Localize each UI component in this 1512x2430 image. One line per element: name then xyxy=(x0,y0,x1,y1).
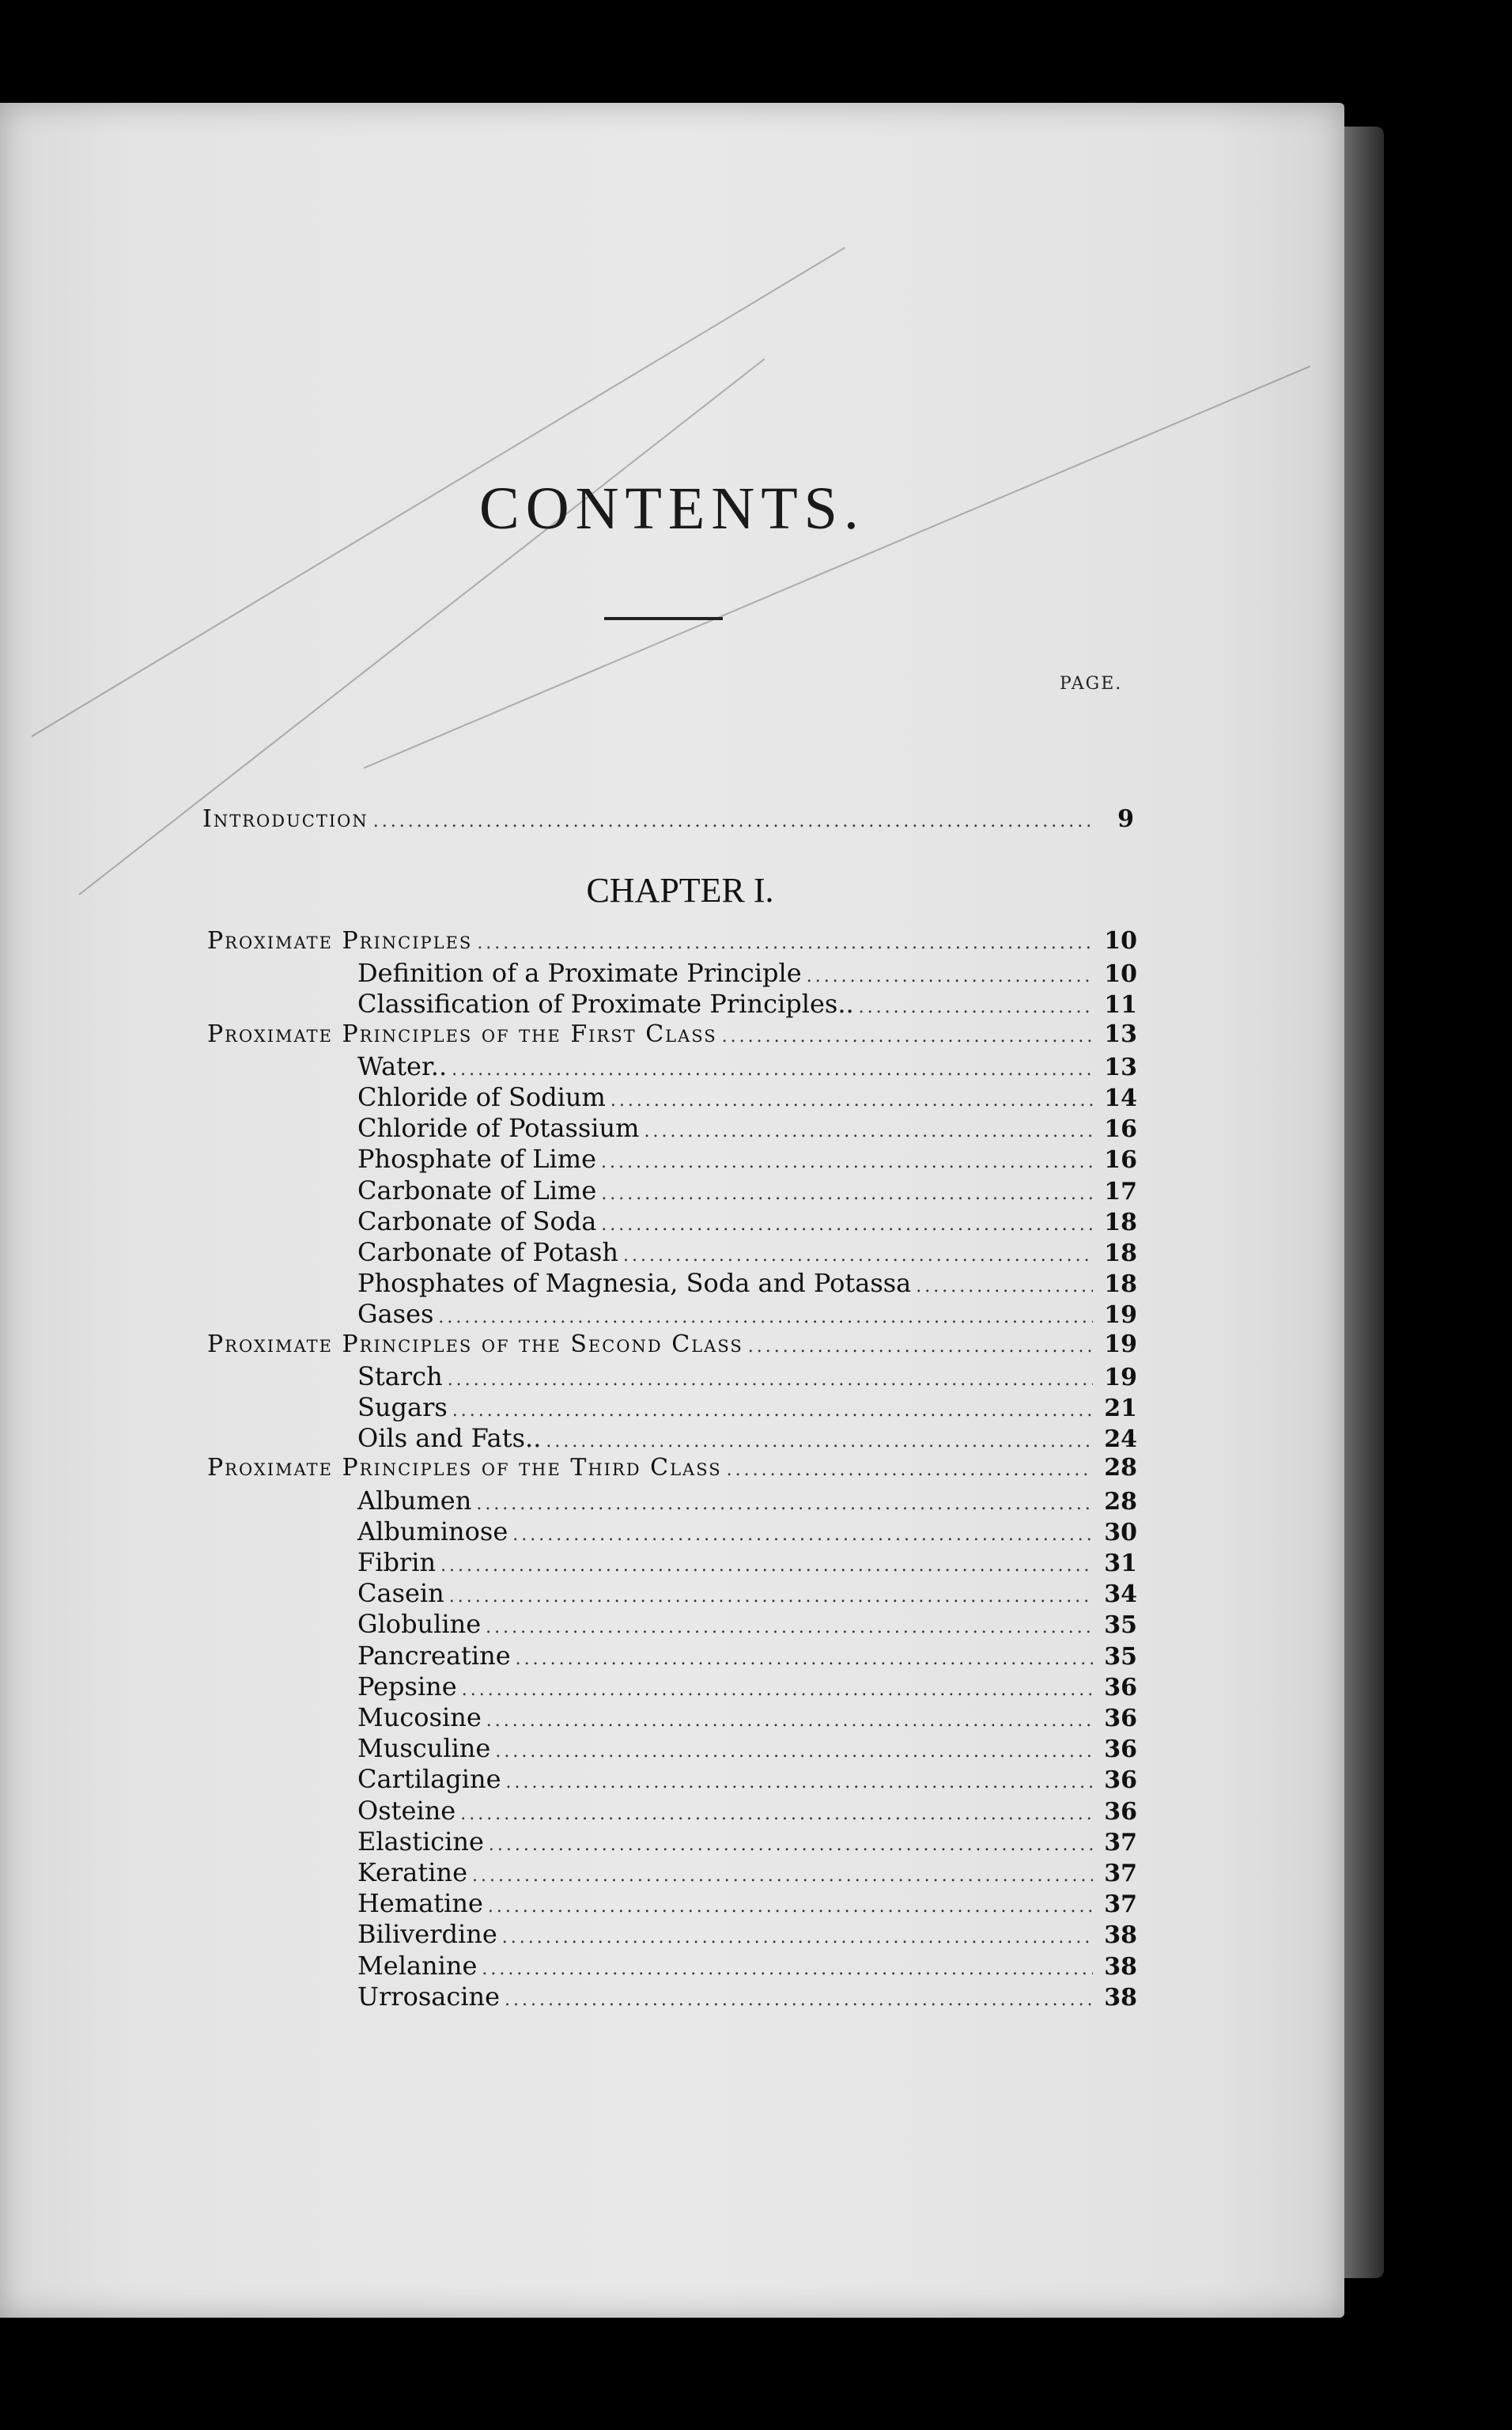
leader-dots xyxy=(476,1494,1093,1514)
toc-entry xyxy=(357,1981,1137,2012)
toc-subentry-label: Osteine xyxy=(357,1795,456,1826)
toc-subentry-label: Phosphate of Lime xyxy=(357,1144,597,1175)
toc-page-number: 24 xyxy=(1104,1425,1137,1454)
leader-dots xyxy=(449,1587,1093,1607)
toc-page-number: 19 xyxy=(1104,1363,1137,1391)
toc-entry xyxy=(357,958,1137,988)
leader-dots xyxy=(601,1153,1093,1172)
toc-page-number: 21 xyxy=(1104,1395,1137,1422)
toc-subentry-label: Hematine xyxy=(357,1888,483,1919)
toc-section-label: Proximate Principles of the First Class xyxy=(207,1020,717,1048)
toc-entry xyxy=(357,1733,1137,1763)
toc-entry xyxy=(207,1454,1137,1482)
leader-dots xyxy=(722,1027,1093,1047)
leader-dots xyxy=(448,1370,1093,1390)
leader-dots xyxy=(916,1277,1093,1296)
leader-dots xyxy=(644,1122,1093,1141)
toc-subentry-label: Gases xyxy=(357,1299,434,1330)
toc-subentry-label: Casein xyxy=(357,1578,444,1609)
toc-entry xyxy=(357,1051,1137,1081)
toc-subentry-label: Chloride of Sodium xyxy=(357,1082,606,1112)
leader-dots xyxy=(482,1959,1093,1979)
leader-dots xyxy=(472,1866,1093,1886)
toc-subentry-label: Albumen xyxy=(357,1485,472,1516)
toc-entry xyxy=(207,1020,1137,1048)
toc-page-number: 10 xyxy=(1104,960,1137,989)
toc-entry xyxy=(357,1361,1137,1391)
leader-dots xyxy=(489,1835,1093,1855)
toc-subentry-label: Classification of Proximate Principles.. xyxy=(357,989,854,1020)
toc-introduction-label: Introduction xyxy=(202,805,369,833)
toc-entry xyxy=(357,1796,1137,1826)
toc-page-number: 35 xyxy=(1104,1642,1137,1671)
toc-page-number: 38 xyxy=(1104,1921,1137,1950)
toc-page-number: 37 xyxy=(1104,1891,1137,1919)
leader-dots xyxy=(512,1525,1093,1545)
leader-dots xyxy=(506,1773,1093,1792)
toc-subentry-label: Oils and Fats.. xyxy=(357,1423,542,1454)
toc-entry xyxy=(357,1423,1137,1453)
toc-page-number: 37 xyxy=(1104,1860,1137,1887)
toc-page-number: 17 xyxy=(1104,1177,1137,1206)
leader-dots xyxy=(727,1460,1093,1480)
toc-page-number: 28 xyxy=(1104,1454,1137,1482)
leader-dots xyxy=(373,812,1090,831)
toc-page-number: 36 xyxy=(1104,1673,1137,1701)
toc-entry xyxy=(357,1826,1137,1857)
toc-subentry-label: Water.. xyxy=(357,1050,448,1081)
toc-introduction-page: 9 xyxy=(1117,805,1134,833)
page-column-label: PAGE. xyxy=(1060,674,1123,694)
toc-subentry-label: Globuline xyxy=(357,1609,482,1640)
toc-section-label: Proximate Principles of the Second Class xyxy=(207,1330,743,1358)
leader-dots xyxy=(477,933,1093,953)
toc-page-number: 18 xyxy=(1104,1208,1137,1236)
toc-subentry-label: Biliverdine xyxy=(357,1919,497,1950)
chapter-heading: CHAPTER I. xyxy=(586,871,774,910)
title-rule xyxy=(604,617,723,620)
toc-page-number: 18 xyxy=(1104,1240,1137,1267)
leader-dots xyxy=(495,1742,1093,1762)
toc-page-number: 14 xyxy=(1104,1084,1137,1112)
toc-subentry-label: Sugars xyxy=(357,1392,448,1422)
toc-entry xyxy=(357,1609,1137,1639)
toc-entry xyxy=(357,1299,1137,1329)
leader-dots xyxy=(452,1060,1093,1080)
toc-section-label: Proximate Principles of the Third Class xyxy=(207,1454,722,1482)
leader-dots xyxy=(516,1649,1093,1669)
toc-subentry-label: Chloride of Potassium xyxy=(357,1113,640,1144)
toc-page-number: 18 xyxy=(1104,1270,1137,1299)
toc-entry xyxy=(357,1206,1137,1236)
leader-dots xyxy=(486,1711,1093,1731)
toc-subentry-label: Starch xyxy=(357,1361,443,1391)
toc-subentry-label: Melanine xyxy=(357,1950,478,1981)
toc-entry xyxy=(357,1547,1137,1577)
toc-section-label: Proximate Principles xyxy=(207,927,473,955)
toc-entry xyxy=(357,1268,1137,1298)
toc-entry xyxy=(207,927,1137,955)
leader-dots xyxy=(502,1928,1093,1947)
toc-entry xyxy=(357,1764,1137,1794)
contents-title: CONTENTS. xyxy=(479,475,865,542)
toc-entry xyxy=(357,1919,1137,1949)
toc-subentry-label: Elasticine xyxy=(357,1826,484,1857)
page-edge xyxy=(1344,127,1384,2278)
toc-subentry-label: Carbonate of Lime xyxy=(357,1175,597,1206)
toc-subentry-label: Musculine xyxy=(357,1733,491,1764)
toc-entry xyxy=(357,1951,1137,1981)
leader-dots xyxy=(807,967,1093,986)
toc-page-number: 38 xyxy=(1104,1952,1137,1981)
toc-entry xyxy=(357,1392,1137,1422)
toc-entry xyxy=(357,1113,1137,1143)
toc-page-number: 36 xyxy=(1104,1797,1137,1826)
toc-page-number: 19 xyxy=(1104,1301,1137,1330)
toc-entry xyxy=(357,1175,1137,1206)
toc-page-number: 28 xyxy=(1104,1487,1137,1516)
toc-entry xyxy=(357,1888,1137,1918)
toc-entry xyxy=(357,989,1137,1019)
leader-dots xyxy=(546,1432,1093,1452)
toc-page-number: 13 xyxy=(1104,1020,1137,1048)
leader-dots xyxy=(601,1215,1093,1235)
toc-entry xyxy=(357,1702,1137,1732)
leader-dots xyxy=(488,1897,1093,1917)
toc-subentry-label: Phosphates of Magnesia, Soda and Potassa xyxy=(357,1268,912,1299)
toc-page-number: 38 xyxy=(1104,1983,1137,2012)
toc-subentry-label: Definition of a Proximate Principle xyxy=(357,958,802,989)
toc-page-number: 19 xyxy=(1104,1330,1137,1358)
leader-dots xyxy=(452,1401,1093,1421)
toc-subentry-label: Albuminose xyxy=(357,1516,508,1546)
toc-page-number: 36 xyxy=(1104,1705,1137,1732)
toc-page-number: 11 xyxy=(1104,991,1137,1020)
toc-subentry-label: Keratine xyxy=(357,1857,467,1887)
toc-subentry-label: Urrosacine xyxy=(357,1981,501,2012)
leader-dots xyxy=(601,1184,1093,1204)
toc-page-number: 16 xyxy=(1104,1115,1137,1144)
toc-page-number: 36 xyxy=(1104,1766,1137,1795)
leader-dots xyxy=(440,1556,1093,1576)
toc-entry xyxy=(357,1671,1137,1701)
leader-dots xyxy=(859,997,1093,1017)
toc-entry xyxy=(357,1857,1137,1887)
toc-page-number: 34 xyxy=(1104,1580,1137,1609)
toc-subentry-label: Fibrin xyxy=(357,1547,437,1577)
leader-dots xyxy=(610,1091,1093,1111)
toc-introduction xyxy=(202,805,1134,833)
toc-page-number: 35 xyxy=(1104,1611,1137,1640)
leader-dots xyxy=(462,1680,1093,1700)
toc-subentry-label: Carbonate of Potash xyxy=(357,1237,619,1267)
toc-page-number: 31 xyxy=(1104,1550,1137,1577)
toc-subentry-label: Pancreatine xyxy=(357,1640,511,1671)
toc-entry xyxy=(357,1237,1137,1267)
leader-dots xyxy=(486,1618,1093,1637)
toc-entry xyxy=(357,1578,1137,1608)
toc-entry xyxy=(357,1082,1137,1112)
leader-dots xyxy=(505,1990,1093,2010)
scratch-mark xyxy=(364,365,1310,769)
toc-entry xyxy=(357,1144,1137,1174)
toc-subentry-label: Pepsine xyxy=(357,1671,457,1701)
toc-page-number: 37 xyxy=(1104,1828,1137,1857)
leader-dots xyxy=(460,1804,1093,1824)
leader-dots xyxy=(438,1308,1093,1327)
toc-entry xyxy=(207,1330,1137,1358)
toc-page-number: 13 xyxy=(1104,1053,1137,1081)
toc-page-number: 30 xyxy=(1104,1518,1137,1546)
toc-page-number: 10 xyxy=(1104,927,1137,955)
toc-page-number: 36 xyxy=(1104,1735,1137,1764)
toc-entry xyxy=(357,1641,1137,1671)
toc-subentry-label: Mucosine xyxy=(357,1702,482,1732)
toc-entry xyxy=(357,1516,1137,1546)
toc-subentry-label: Cartilagine xyxy=(357,1764,501,1795)
toc-subentry-label: Carbonate of Soda xyxy=(357,1206,597,1236)
leader-dots xyxy=(748,1337,1093,1357)
toc-entry xyxy=(357,1486,1137,1516)
leader-dots xyxy=(623,1246,1093,1266)
toc-page-number: 16 xyxy=(1104,1146,1137,1175)
